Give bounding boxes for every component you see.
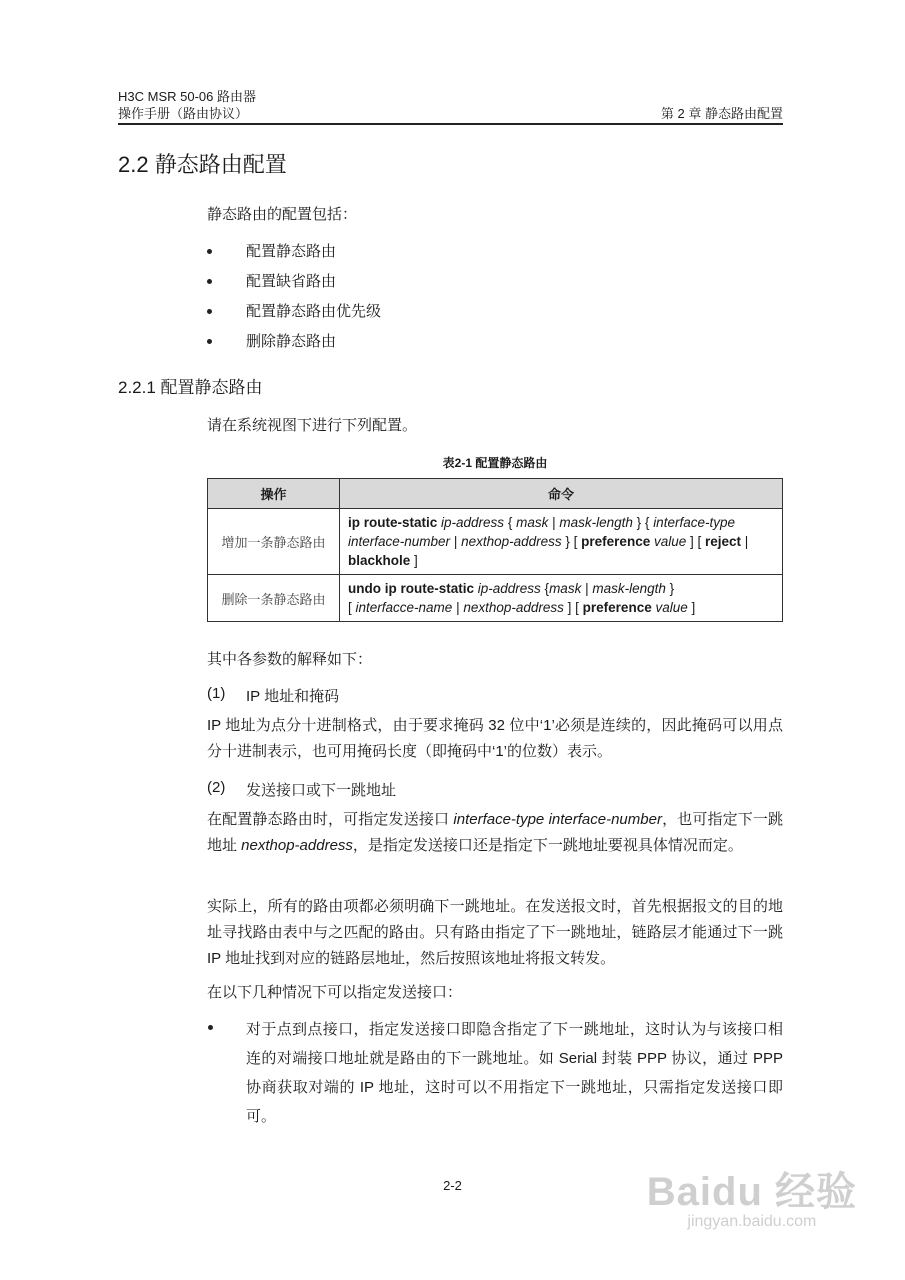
- paragraph: 实际上，所有的路由项都必须明确下一跳地址。在发送报文时，首先根据报文的目的地址寻找路由表中与之匹配的路由。只有路由指定了下一跳地址，链路层才能通过下一跳 IP 地址找到对应的链路层地址，然后按照该地址将报文转发。: [207, 898, 783, 967]
- item2-title: 发送接口或下一跳地址: [246, 782, 397, 799]
- operation-cell: 删除一条静态路由: [208, 575, 340, 622]
- table-row: [208, 575, 783, 622]
- item1-number: (1): [207, 685, 226, 702]
- watermark-logo: Baidu 经验: [646, 1170, 857, 1214]
- paragraph: 在以下几种情况下可以指定发送接口：: [207, 984, 463, 1001]
- table-header-row: [208, 479, 783, 509]
- bullet-icon: [207, 249, 212, 254]
- header-rule: [118, 123, 783, 125]
- header-product: H3C MSR 50-06 路由器: [118, 89, 256, 104]
- command-cell: ip route-static ip-address { mask | mask-length } { interface-type interface-number | nexthop-address } [ preference value ] [ reject | blackhole ]: [340, 509, 783, 575]
- column-header: 命令: [340, 479, 783, 509]
- item2-number: (2): [207, 779, 226, 796]
- table-row: [208, 509, 783, 575]
- item1-text: IP 地址为点分十进制格式，由于要求掩码 32 位中‘1’必须是连续的，因此掩码可以用点分十进制表示，也可用掩码长度（即掩码中‘1’的位数）表示。: [207, 717, 783, 760]
- config-table: [207, 478, 783, 622]
- item2-text: 在配置静态路由时，可指定发送接口 interface-type interface-number，也可指定下一跳地址 nexthop-address，是指定发送接口还是指定下一跳地址要视具体情况而定。: [207, 811, 783, 854]
- column-header: 操作: [208, 479, 340, 509]
- params-intro: 其中各参数的解释如下：: [207, 651, 373, 668]
- section-title: 2.2 静态路由配置: [118, 152, 287, 177]
- header-manual: 操作手册（路由协议）: [118, 106, 249, 121]
- subsection-title: 2.2.1 配置静态路由: [118, 378, 263, 397]
- item1-title: IP 地址和掩码: [246, 688, 340, 705]
- page-number: 2-2: [443, 1178, 462, 1193]
- bullet-icon: [208, 1025, 213, 1030]
- header-chapter: 第 2 章 静态路由配置: [660, 106, 783, 121]
- bullet-icon: [207, 279, 212, 284]
- subsection-intro: 请在系统视图下进行下列配置。: [207, 417, 418, 434]
- bullet-icon: [207, 309, 212, 314]
- list-item: [207, 1015, 783, 1131]
- bullet-text: 对于点到点接口，指定发送接口即隐含指定了下一跳地址，这时认为与该接口相连的对端接口地址就是路由的下一跳地址。如 Serial 封装 PPP 协议，通过 PPP 协商获取对端的 IP 地址，这时可以不用指定下一跳地址，只需指定发送接口即可。: [246, 1021, 783, 1125]
- watermark-url: jingyan.baidu.com: [687, 1213, 817, 1230]
- baidu-watermark: [647, 1160, 857, 1231]
- operation-cell: 增加一条静态路由: [208, 509, 340, 575]
- bullet-icon: [207, 339, 212, 344]
- table-caption: 表2-1 配置静态路由: [442, 456, 548, 470]
- command-cell: undo ip route-static ip-address {mask | mask-length } [ interfacce-name | nexthop-address ] [ preference value ]: [340, 575, 783, 622]
- section-intro: 静态路由的配置包括：: [207, 206, 358, 223]
